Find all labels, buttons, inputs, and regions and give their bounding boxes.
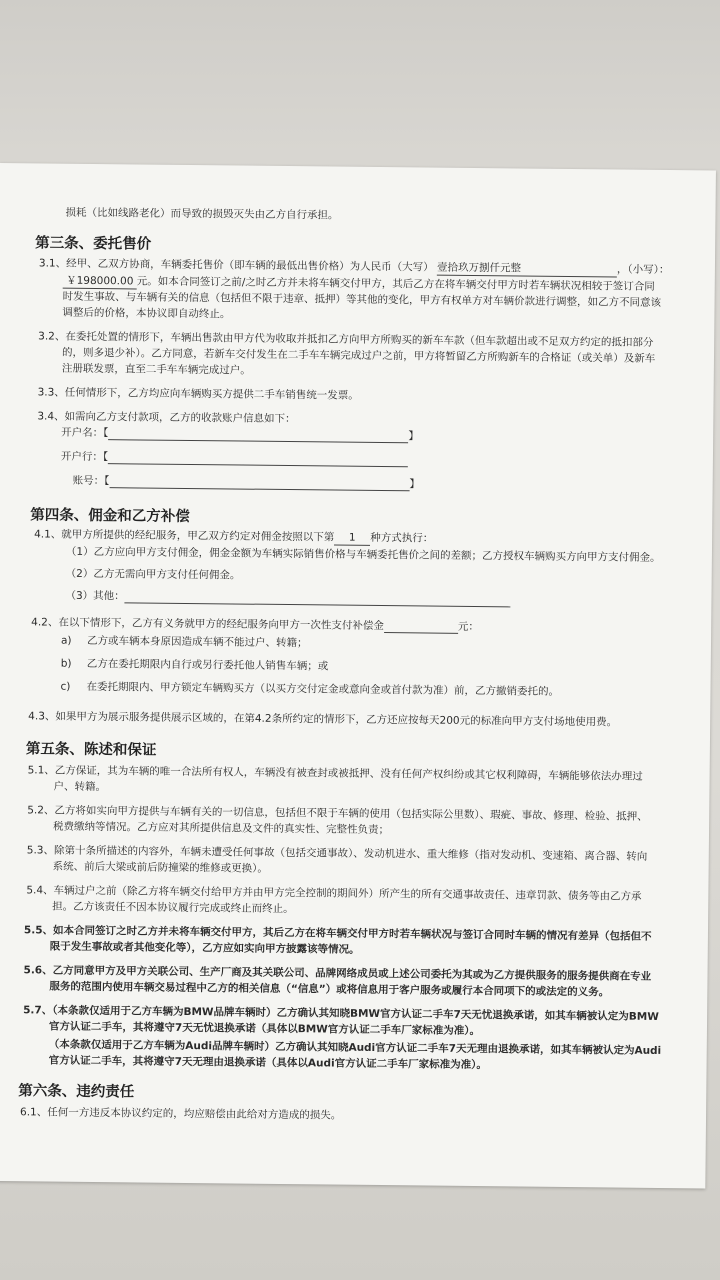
clause-4-1: 4.1、就甲方所提供的经纪服务，甲乙双方约定对佣金按照以下第 1 种方式执行： (34, 528, 434, 545)
clause-4-2: 4.2、在以下情形下，乙方有义务就甲方的经纪服务向甲方一次性支付补偿金 元： (31, 616, 479, 634)
bank-row: 开户行：【 (61, 450, 408, 468)
clause-5-1-line-1: 5.1、乙方保证，其为车辆的唯一合法所有权人，车辆没有被查封或被抵押、没有任何产权纠纷或其它权利障碍，车辆能够依法办理过 (27, 764, 643, 783)
other-option-blank (125, 590, 511, 607)
compensation-amount-blank (384, 620, 458, 634)
clause-3-1-line-3: 时发生事故、与车辆有关的信息（包括但不限于违章、抵押）等其他的变化，甲方有权单方对车辆价款进行调整，如乙方不同意该 (62, 290, 662, 309)
contract-page (0, 163, 716, 1188)
bank-blank (108, 451, 408, 467)
article-5-title: 第五条、陈述和保证 (25, 741, 157, 759)
clause-4-2-item-c: c) 在委托期限内、甲方锁定车辆购买方（以买方交付定金或意向金或首付款为准）前，乙方撤销委托的。 (60, 680, 560, 698)
clause-5-4-line-2: 担。乙方该责任不因本协议履行完成或终止而终止。 (52, 900, 294, 916)
clause-5-7-line-3: （本条款仅适用于乙方车辆为Audi品牌车辆时）乙方确认其知晓Audi官方认证二手车7天无理由退换承诺，如其车辆被认定为Audi (48, 1038, 662, 1057)
amount-in-figures: ￥198000.00 (63, 274, 137, 290)
clause-3-1-line-4: 调整后的价格，本协议即自动终止。 (62, 306, 231, 321)
clause-3-1-line-1: 3.1、经甲、乙双方协商，车辆委托售价（即车辆的最低出售价格）为人民币（大写） 壹拾玖万捌仟元整 ，（小写）： (38, 257, 670, 277)
clause-3-2-line-2: 的，则多退少补）。乙方同意，若新车交付发生在二手车车辆完成过户之前，甲方将暂留乙方所购新车的合格证（或关单）及新车 (61, 346, 656, 365)
clause-5-2-line-1: 5.2、乙方将如实向甲方提供与车辆有关的一切信息，包括但不限于车辆的使用（包括实际公里数）、瑕疵、事故、修理、检验、抵押、 (27, 804, 648, 823)
clause-5-7-line-2: 官方认证二手车，其将遵守7天无忧退换承诺（具体以BMW官方认证二手车厂家标准为准）。 (48, 1020, 481, 1038)
clause-5-5-line-2: 限于发生事故或者其他变化等），乙方应如实向甲方披露该等情况。 (49, 940, 360, 956)
continuation-line: 损耗（比如线路老化）而导致的损毁灭失由乙方自行承担。 (65, 206, 339, 222)
commission-option-3: （3）其他： (65, 589, 510, 608)
clause-3-2-line-3: 注册联发票，直至二手车车辆完成过户。 (61, 362, 251, 377)
account-number-blank (109, 475, 409, 491)
clause-4-2-item-a: a) 乙方或车辆本身原因造成车辆不能过户、转籍； (60, 634, 308, 650)
clause-5-3-line-2: 系统、前后大梁或前后防撞梁的维修或更换）。 (52, 860, 268, 875)
clause-5-6-line-2: 服务的范围内使用车辆交易过程中乙方的相关信息（“信息”）或将信息用于客户服务或履行本合同项下的或法定的义务。 (49, 980, 610, 999)
clause-5-1-line-2: 户、转籍。 (53, 780, 107, 794)
clause-5-2-line-2: 税费缴纳等情况。乙方应对其所提供信息及文件的真实性、完整性负责； (52, 820, 390, 837)
clause-5-6-line-1: 5.6、乙方同意甲方及甲方关联公司、生产厂商及其关联公司、品牌网络成员或上述公司委托为其或为乙方提供服务的服务提供商在专业 (23, 964, 652, 983)
article-6-title: 第六条、违约责任 (18, 1083, 135, 1101)
commission-option-1: （1）乙方应向甲方支付佣金，佣金金额为车辆实际销售价格与车辆委托售价之间的差额；乙方授权车辆购买方向甲方支付佣金。 (65, 545, 661, 564)
article-4-title: 第四条、佣金和乙方补偿 (30, 507, 190, 526)
clause-4-2-item-b: b) 乙方在委托期限内自行或另行委托他人销售车辆；或 (60, 657, 329, 673)
clause-5-7-line-1: 5.7、（本条款仅适用于乙方车辆为BMW品牌车辆时）乙方确认其知晓BMW官方认证二手车7天无忧退换承诺，如其车辆被认定为BMW (23, 1004, 659, 1023)
clause-3-3: 3.3、任何情形下，乙方均应向车辆购买方提供二手车销售统一发票。 (37, 386, 359, 402)
clause-5-4-line-1: 5.4、车辆过户之前（除乙方将车辆交付给甲方并由甲方完全控制的期间外）所产生的所有交通事故责任、违章罚款、债务等由乙方承 (26, 884, 642, 903)
account-name-blank (108, 427, 408, 443)
clause-3-2-line-1: 3.2、在委托处置的情形下，车辆出售款由甲方代为收取并抵扣乙方向甲方所购买的新车车款（但车款超出或不足双方约定的抵扣部分 (38, 330, 654, 349)
clause-3-1-line-2: ￥198000.00 元。如本合同签订之前/之时乙方并未将车辆交付甲方，其后乙方在将车辆交付甲方时若车辆状况相较于签订合同 (63, 274, 655, 295)
clause-4-3: 4.3、如果甲方为展示服务提供展示区域的，在第4.2条所约定的情形下，乙方还应按每天200元的标准向甲方支付场地使用费。 (28, 710, 618, 729)
article-3-title: 第三条、委托售价 (35, 235, 152, 253)
clause-5-7-line-4: 官方认证二手车，其将遵守7天无理由退换承诺（具体以Audi官方认证二手车厂家标准为准）。 (48, 1054, 487, 1072)
commission-option-2: （2）乙方无需向甲方支付任何佣金。 (65, 567, 241, 582)
commission-option-choice: 1 (334, 531, 370, 546)
clause-6-1: 6.1、任何一方违反本协议约定的，均应赔偿由此给对方造成的损失。 (19, 1106, 342, 1122)
clause-5-3-line-1: 5.3、除第十条所描述的内容外，车辆未遭受任何事故（包括交通事故）、发动机进水、重大维修（指对发动机、变速箱、离合器、转向 (26, 844, 648, 863)
clause-3-4: 3.4、如需向乙方支付款项，乙方的收款账户信息如下： (37, 410, 296, 426)
account-name-row: 开户名：【 】 (61, 426, 419, 443)
clause-5-5-line-1: 5.5、如本合同签订之时乙方并未将车辆交付甲方，其后乙方在将车辆交付甲方时若车辆状况与签订合同时车辆的情况有差异（包括但不 (23, 924, 652, 943)
account-number-row: 账号：【 】 (72, 474, 420, 491)
amount-in-words: 壹拾玖万捌仟元整 (437, 261, 617, 278)
